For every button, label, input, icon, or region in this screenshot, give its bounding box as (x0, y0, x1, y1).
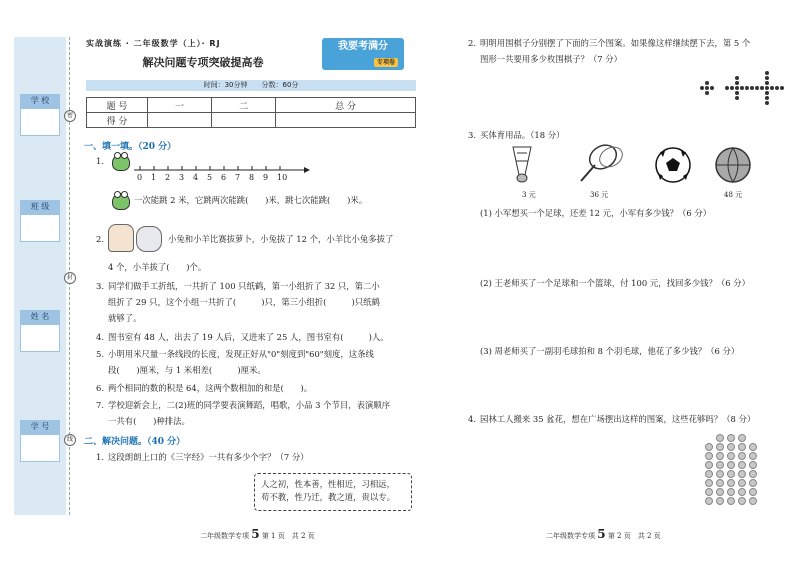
poem-line: 苟不教，性乃迁，教之道，贵以专。 (261, 492, 395, 502)
question-number: 4. (96, 332, 104, 342)
badge-sub: 专项卷 (374, 58, 398, 67)
number-line-label: 4 (193, 173, 199, 182)
score-header: 二 (212, 98, 276, 113)
score-cell[interactable] (148, 113, 212, 128)
go-stone (770, 86, 774, 90)
shuttlecock-icon (513, 147, 531, 182)
class-label: 班 级 (20, 200, 60, 214)
class-field[interactable] (20, 214, 60, 242)
go-stone (755, 86, 759, 90)
flower-pot (705, 497, 713, 505)
flower-pot (749, 479, 757, 487)
section-heading: 二、解决问题。（40 分） (84, 437, 186, 447)
number-line-label: 3 (179, 173, 185, 182)
question-number: 3. (96, 281, 104, 291)
go-stone (705, 91, 709, 95)
go-stone (780, 86, 784, 90)
footer-num: 5 (597, 527, 606, 541)
go-stone (735, 81, 739, 85)
sports-items (505, 143, 755, 191)
question-number: 3. (468, 130, 476, 140)
flower-pot (738, 452, 746, 460)
footer-num: 5 (251, 527, 260, 541)
flower-pot (727, 434, 735, 442)
rabbit-icon (108, 224, 134, 252)
go-stone (765, 91, 769, 95)
question-text: 一次能跳 2 米，它跳两次能跳( )米，跳七次能跳( )米。 (134, 195, 368, 205)
seal-mark: 线 (64, 434, 76, 446)
footer-page: 第 2 页 共 2 页 (607, 532, 661, 540)
score-header: 总 分 (276, 98, 416, 113)
flower-pot (705, 461, 713, 469)
number-line (128, 158, 310, 174)
flower-pot (749, 488, 757, 496)
flower-pot (749, 443, 757, 451)
number-line-label: 9 (263, 173, 269, 182)
footer-grade: 二年级数学专项 (546, 532, 595, 540)
price-label: 48 元 (724, 191, 743, 199)
go-stone (735, 91, 739, 95)
score-row-label: 得 分 (87, 113, 148, 128)
student-id-field[interactable] (20, 434, 60, 462)
question-text: 这段朗朗上口的《三字经》一共有多少个字？（7 分） (108, 452, 309, 462)
question-text: 园林工人搬来 35 盆花，想在广场摆出这样的图案，这些花够吗？（8 分） (480, 414, 756, 424)
poem-line: 人之初，性本善，性相近，习相远， (261, 479, 395, 489)
flower-pot (716, 470, 724, 478)
question-text: 买体育用品。（18 分） (480, 130, 565, 140)
flower-pot (738, 470, 746, 478)
flower-pot (749, 461, 757, 469)
question-text: 小兔和小羊比赛拔萝卜，小兔拔了 12 个，小羊比小兔多拔了 (168, 234, 394, 244)
go-stone (765, 76, 769, 80)
score-cell[interactable] (276, 113, 416, 128)
series-line: 实战演练 · 二年级数学（上）· RJ (86, 39, 221, 48)
go-stone (735, 96, 739, 100)
flower-pot (705, 488, 713, 496)
go-stone (765, 71, 769, 75)
score-header: 题 号 (87, 98, 148, 113)
flower-pot (738, 443, 746, 451)
number-line-label: 7 (235, 173, 241, 182)
footer-page: 第 1 页 共 2 页 (261, 532, 315, 540)
question-text: 组折了 29 只，这个小组一共折了( )只，第三小组折( )只纸鹤 (108, 297, 380, 307)
go-stone (745, 86, 749, 90)
question-text: 一共有( )种排法。 (108, 416, 190, 426)
flower-pot (716, 452, 724, 460)
page-title: 解决问题专项突破提高卷 (142, 56, 264, 69)
go-stone (765, 81, 769, 85)
price-label: 3 元 (522, 191, 536, 199)
flower-pot (716, 488, 724, 496)
flower-pot (727, 461, 735, 469)
frog-icon (112, 193, 130, 210)
flower-pot (705, 452, 713, 460)
question-number: 2. (468, 38, 476, 48)
flower-pot (727, 497, 735, 505)
go-stone (710, 86, 714, 90)
sheep-icon (136, 226, 162, 252)
flower-pot (738, 461, 746, 469)
flower-pot (727, 443, 735, 451)
time-score-bar: 时间：30分钟 分数：60分 (86, 80, 416, 91)
flower-pot (738, 497, 746, 505)
go-stone (765, 96, 769, 100)
flower-pot (716, 443, 724, 451)
question-number: 4. (468, 414, 476, 424)
go-stone (750, 86, 754, 90)
flower-pot (727, 479, 735, 487)
go-stone (725, 86, 729, 90)
go-stone (760, 86, 764, 90)
flower-pot (738, 488, 746, 496)
go-stone (735, 76, 739, 80)
go-stone (735, 86, 739, 90)
go-stone (700, 86, 704, 90)
question-text: (2) 王老师买了一个足球和一个篮球，付 100 元，找回多少钱？（6 分） (480, 278, 750, 288)
flower-pot (716, 461, 724, 469)
seal-mark: 封 (64, 272, 76, 284)
full-score-badge (322, 38, 404, 70)
question-text: (3) 周老师买了一副羽毛球拍和 8 个羽毛球，他花了多少钱？（6 分） (480, 346, 740, 356)
racket-icon (581, 143, 626, 181)
question-number: 2. (96, 234, 104, 244)
flower-pot (727, 488, 735, 496)
go-stone (705, 81, 709, 85)
school-label: 学 校 (20, 94, 60, 108)
number-line-label: 6 (221, 173, 227, 182)
flower-pot (705, 470, 713, 478)
question-text: 4 个，小羊拔了( )个。 (108, 262, 207, 272)
go-stone (775, 86, 779, 90)
question-text: 图形一共要用多少枚围棋子？（7 分） (480, 54, 622, 64)
flower-pot (705, 443, 713, 451)
number-line-label: 8 (249, 173, 255, 182)
question-text: 学校迎新会上，二(2)班的同学要表演舞蹈，唱歌，小品 3 个节目，表演顺序 (108, 400, 391, 410)
question-number: 7. (96, 400, 104, 410)
basketball-icon (716, 148, 750, 182)
flower-pot (749, 470, 757, 478)
seal-mark: 密 (64, 110, 76, 122)
number-line-label: 0 (137, 173, 143, 182)
student-id-label: 学 号 (20, 420, 60, 434)
footer-left (200, 527, 315, 541)
name-field[interactable] (20, 324, 60, 352)
go-stone (740, 86, 744, 90)
question-number: 1. (96, 156, 104, 166)
footer-right (546, 527, 661, 541)
score-header: 一 (148, 98, 212, 113)
question-number: 6. (96, 383, 104, 393)
number-line-label: 1 (151, 173, 157, 182)
question-text: 小明用米尺量一条线段的长度，发现正好从"0"刻度到"60"刻度，这条线 (108, 349, 374, 359)
school-field[interactable] (20, 108, 60, 136)
go-stone (765, 101, 769, 105)
question-number: 1. (96, 452, 104, 462)
question-text: 明明用围棋子分别摆了下面的三个图案。如果像这样继续摆下去，第 5 个 (480, 38, 751, 48)
flower-pot (727, 452, 735, 460)
flower-pot (738, 434, 746, 442)
flower-pot (716, 479, 724, 487)
badge-text: 我要考满分 (338, 41, 388, 52)
football-icon (656, 148, 690, 182)
flower-pot (749, 452, 757, 460)
section-heading: 一、填一填。（20 分） (84, 142, 177, 152)
name-label: 姓 名 (20, 310, 60, 324)
go-stone (705, 86, 709, 90)
question-text: 就够了。 (108, 313, 142, 323)
flower-pot (749, 497, 757, 505)
score-cell[interactable] (212, 113, 276, 128)
question-text: (1) 小军想买一个足球，还差 12 元，小军有多少钱？（6 分） (480, 208, 712, 218)
flower-pot (716, 497, 724, 505)
go-stone (730, 86, 734, 90)
flower-pot (727, 470, 735, 478)
flower-pot (716, 434, 724, 442)
flower-pot (738, 479, 746, 487)
score-table (86, 97, 416, 128)
footer-grade: 二年级数学专项 (200, 532, 249, 540)
question-text: 同学们做手工折纸，一共折了 100 只纸鹤，第一小组折了 32 只，第二小 (108, 281, 380, 291)
go-stone (765, 86, 769, 90)
question-text: 两个相同的数的积是 64，这两个数相加的和是( )。 (108, 383, 313, 393)
question-number: 5. (96, 349, 104, 359)
number-line-label: 5 (207, 173, 213, 182)
flower-pot (705, 479, 713, 487)
number-line-label: 10 (277, 173, 288, 182)
question-text: 图书室有 48 人，出去了 19 人后，又进来了 25 人，图书室有( )人。 (108, 332, 389, 342)
poem-box (254, 473, 412, 511)
price-label: 36 元 (590, 191, 609, 199)
number-line-label: 2 (165, 173, 171, 182)
question-text: 段( )厘米，与 1 米相差( )厘米。 (108, 365, 266, 375)
